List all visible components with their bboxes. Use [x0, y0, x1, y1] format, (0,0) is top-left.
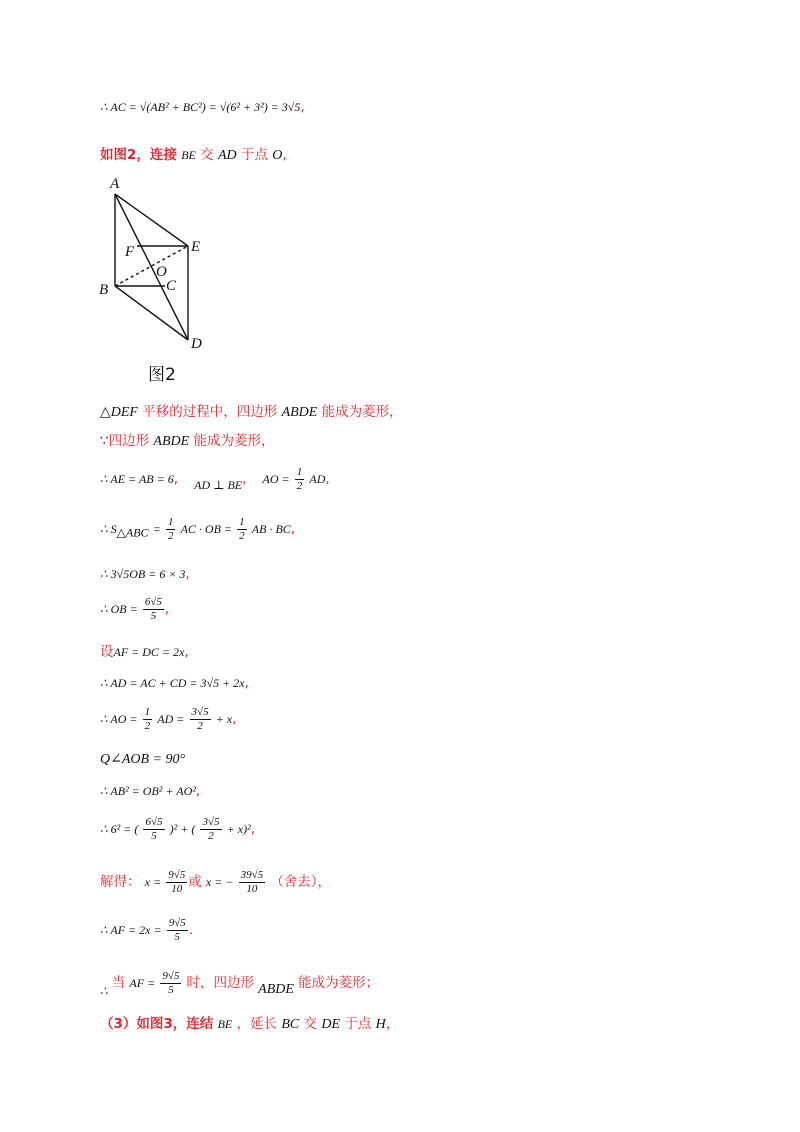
text: 或 — [188, 874, 202, 890]
math: Q∠AOB = 90° — [100, 752, 186, 767]
math: AF = — [129, 976, 156, 990]
line-set-af — [100, 643, 189, 662]
line-translation — [100, 403, 403, 422]
math-be: BE — [217, 1017, 233, 1031]
math-abde: ABDE — [281, 405, 318, 420]
math-o: O — [272, 148, 283, 163]
edge-bd — [115, 286, 188, 340]
math: ∴ OB = — [100, 602, 138, 616]
fraction: $\frac{3√5}{2}$ — [202, 816, 220, 842]
label-f: F — [125, 244, 135, 260]
text: 于点 — [240, 147, 268, 163]
line-conclusion — [100, 970, 379, 997]
text: （3）如图3，连结 — [100, 1016, 214, 1032]
label-e: E — [191, 239, 201, 255]
math: x = − — [205, 875, 234, 889]
diagonal-ad — [115, 194, 188, 340]
math: AD — [309, 472, 326, 486]
fraction: $\frac{9√5}{5}$ — [168, 917, 186, 943]
text: 四边形 — [108, 433, 150, 449]
math-h: H — [375, 1017, 386, 1032]
punct: , — [232, 711, 237, 727]
text: 于点 — [344, 1016, 372, 1032]
fraction: $\frac{1}{2}$ — [144, 706, 151, 732]
text: 能成为菱形， — [321, 404, 403, 420]
line-area — [100, 516, 295, 543]
fraction: $\frac{9√5}{5}$ — [162, 970, 180, 996]
math-be: BE — [181, 148, 196, 162]
math-abde: ABDE — [258, 982, 294, 997]
math: ∴ AF = 2x = — [100, 923, 162, 937]
math: AB · BC — [251, 522, 291, 536]
fraction: $\frac{9√5}{10}$ — [168, 869, 186, 895]
math-ad: AD — [217, 148, 237, 163]
math: AC · OB = — [180, 522, 233, 536]
punct: , — [195, 783, 201, 799]
line-pythagoras — [100, 782, 200, 801]
math: ∴ S — [100, 522, 117, 536]
math-de: DE — [321, 1017, 341, 1032]
math: AD = — [157, 712, 185, 726]
math: ∴ AD = AC + CD = 3√5 + 2x — [100, 676, 245, 690]
math: x = — [144, 875, 162, 889]
line-ob-eq — [100, 565, 190, 584]
text: 平移的过程中，四边形 — [142, 404, 278, 420]
math: ∴ AB² = OB² + AO² — [100, 784, 196, 798]
punct: ， — [385, 1016, 400, 1032]
text: （舍去）， — [270, 874, 332, 890]
math: AF = DC = 2x — [113, 645, 185, 659]
math: = — [152, 522, 161, 536]
text: 能成为菱形； — [298, 975, 380, 991]
text: 时，四边形 — [186, 975, 255, 991]
punct: , — [185, 566, 190, 582]
math: AO = — [262, 472, 290, 486]
label-c: C — [166, 278, 177, 294]
text: ，延长 — [236, 1016, 278, 1032]
text: 交 — [200, 147, 214, 163]
therefore-symbol: ∴ — [100, 984, 108, 998]
line-ae-ab: ∴ AE = AB = 6, AD ⊥ BE, AO = $\frac{1}{2}$ AD, — [100, 466, 330, 492]
line-connect-be — [100, 146, 287, 165]
punct: , — [184, 644, 189, 660]
line-ao-value — [100, 706, 236, 733]
label-a: A — [110, 176, 120, 192]
line-angle — [100, 751, 185, 769]
label-d: D — [191, 336, 202, 352]
line-part-3 — [100, 1015, 399, 1034]
text: 设 — [100, 644, 114, 660]
math: ∴ 3√5OB = 6 × 3 — [100, 567, 186, 581]
math: )² + ( — [169, 822, 196, 836]
line-ob-value — [100, 596, 169, 623]
fraction: $\frac{1}{2}$ — [239, 516, 245, 542]
fraction: $\frac{1}{2}$ — [167, 516, 174, 542]
label-o: O — [156, 264, 167, 280]
punct: , — [325, 471, 330, 487]
math: + x — [215, 712, 233, 726]
text: 交 — [303, 1016, 318, 1032]
figure-2 — [90, 172, 220, 392]
fraction: $\frac{3√5}{2}$ — [191, 706, 209, 732]
math-bc: BC — [281, 1017, 300, 1032]
label-b: B — [99, 282, 109, 298]
punct: , — [290, 521, 296, 537]
punct: , — [164, 601, 170, 617]
line-because — [100, 432, 274, 451]
math: + x)² — [226, 822, 251, 836]
punct: . — [188, 922, 194, 938]
fraction: $\frac{6√5}{5}$ — [144, 596, 162, 622]
fraction: $\frac{6√5}{5}$ — [145, 816, 163, 842]
fraction: $\frac{39√5}{10}$ — [240, 869, 264, 895]
text: 能成为菱形， — [193, 433, 275, 449]
line-af-value — [100, 917, 193, 944]
line-ad-sum — [100, 674, 249, 693]
math: AD ⊥ BE — [194, 478, 243, 492]
math-abde: ABDE — [153, 434, 190, 449]
text: 解得： — [100, 874, 141, 890]
text: 当 — [111, 975, 126, 991]
punct: , — [250, 821, 255, 837]
punct: , — [244, 675, 249, 691]
math-ac: ∴ AC = √(AB² + BC²) = √(6² + 3²) = 3√5 — [100, 100, 301, 114]
line-equation — [100, 816, 255, 843]
because-symbol: ∵ — [100, 433, 109, 449]
math-def: △DEF — [100, 405, 138, 420]
subscript: △ABC — [116, 525, 149, 540]
punct: , — [300, 99, 305, 115]
fraction: $\frac{1}{2}$ — [296, 466, 303, 492]
math: ∴ AO = — [100, 712, 138, 726]
punct: , — [282, 147, 287, 163]
math: ∴ 6² = ( — [100, 822, 139, 836]
edge-ae — [115, 194, 188, 246]
text: 如图2，连接 — [100, 147, 177, 163]
line-ac-length — [100, 98, 305, 117]
figure-caption: 图2 — [148, 365, 176, 385]
math: ∴ AE = AB = 6 — [100, 472, 174, 486]
line-solve — [100, 869, 331, 896]
